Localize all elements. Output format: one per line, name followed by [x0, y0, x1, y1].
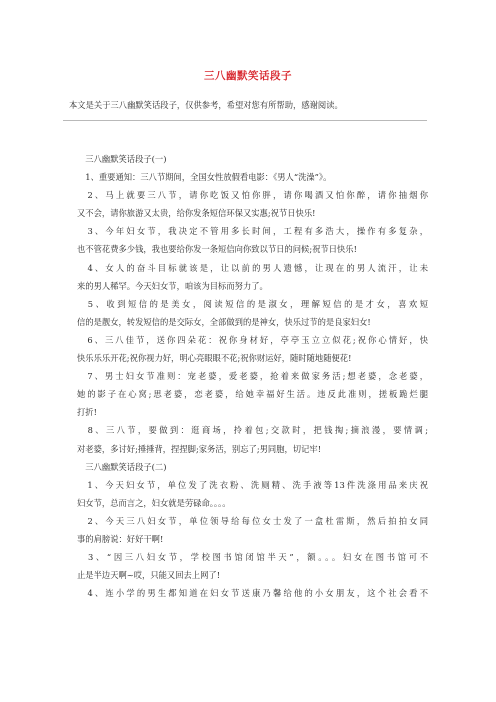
document-title: 三八幽默笑话段子: [204, 70, 292, 82]
text-line: 三八幽默笑话段子(一): [77, 154, 167, 164]
text-line: 打折!: [77, 407, 97, 418]
intro-text: 本文是关于三八幽默笑话段子，仅供参考，希望对您有所帮助，感谢阅读。: [69, 100, 343, 110]
text-line: 1、重要通知：三八节期间，全国女性放假看电影：《男人“洗澡”》。: [77, 172, 332, 183]
text-line: 2、今天三八妇女节，单位领导给每位女士发了一盒杜雷斯，然后拍拍女同: [77, 515, 428, 526]
text-line: 快乐乐乐开花;祝你视力好，明心亮眼眼不花;祝你财运好，随时随地随便花!: [77, 353, 352, 364]
text-line: 对老婆，多讨好;捶捶背，捏捏脚;家务活，别忘了;男同胞，切记牢!: [77, 443, 322, 454]
text-line: 妇女节，总而言之，妇女就是劳碌命。。。。: [77, 497, 231, 508]
text-line: 1、今天妇女节，单位发了洗衣粉、洗厕精、洗手液等13件洗涤用品来庆祝: [77, 479, 428, 490]
text-line: 4、女人的奋斗目标就该是，让以前的男人遗憾，让现在的男人流汗，让未: [77, 262, 428, 273]
text-line: 3、今年妇女节，我决定不管用多长时间，工程有多浩大，操作有多复杂，: [77, 226, 428, 237]
text-line: 止是半边天啊~哎，只能又回去上网了!: [77, 570, 221, 581]
text-line: 8、三八节，要做到：逛商场，拎着包;交款时，把钱掏;摘浪漫，要情调;: [77, 425, 428, 436]
text-line: 5、收到短信的是美女，阅读短信的是淑女，理解短信的是才女，喜欢短: [77, 298, 428, 309]
text-line: 又不会，请你旅游又太贵，给你发条短信环保又实惠;祝节日快乐!: [77, 208, 316, 219]
text-line: 4、连小学的男生都知道在妇女节送康乃馨给他的小女朋友，这个社会看不: [77, 588, 428, 599]
divider: [63, 120, 427, 121]
text-line: 2、马上就要三八节，请你吃饭又怕你胖，请你喝酒又怕你醉，请你抽烟你: [77, 190, 428, 201]
text-line: 7、男士妇女节准则：宠老婆，爱老婆，抢着来做家务活;想老婆，念老婆，: [77, 371, 428, 382]
text-line: 3、“因三八妇女节，学校图书馆闭馆半天”，额。。。妇女在图书馆可不: [77, 552, 428, 563]
text-line: 她的影子在心窝;思老婆，恋老婆，给她幸福好生活。违反此准则，搓板跪烂腿: [77, 389, 428, 400]
text-line: 6、三八佳节，送你四朵花：祝你身材好，亭亭玉立立似花;祝你心情好，快: [77, 334, 428, 345]
text-line: 事的肩膀说：好好干啊!: [77, 533, 164, 544]
text-line: 三八幽默笑话段子(二): [77, 461, 167, 472]
text-line: 也不管花费多少钱，我也要给你发一条短信向你致以节日的问候;祝节日快乐!: [77, 244, 357, 255]
document-body: [77, 153, 428, 605]
text-line: 信的是靓女，转发短信的是交际女，全部做到的是神女，快乐过节的是良家妇女!: [77, 316, 371, 327]
text-line: 来的男人稀罕。今天妇女节，咱该为目标而努力了。: [77, 280, 268, 291]
